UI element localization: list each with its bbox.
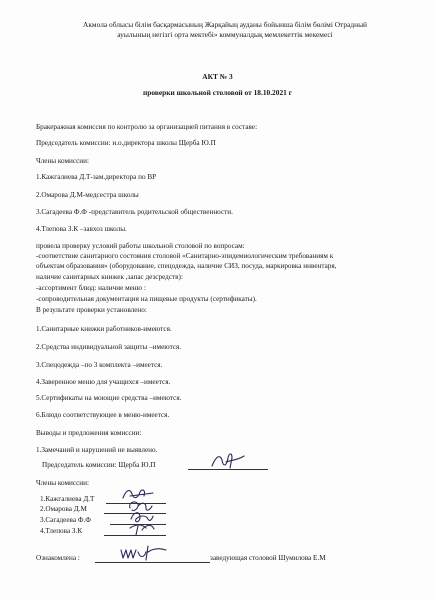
result-5: 5.Сертификаты на моющие средства –имеются. bbox=[36, 394, 182, 402]
member-2: 2.Омарова Д.М-медсестра школы bbox=[36, 191, 139, 199]
sign-members-label: Члены комиссии: bbox=[36, 479, 89, 487]
check-intro: провела проверку условий работы школьной столовой по вопросам: bbox=[36, 242, 245, 250]
check-line-1: -соответствие санитарного состояния столовой «Санитарно-эпидемиологическим требованиям к bbox=[36, 252, 334, 260]
commission-intro: Бракеражная комиссия по контролю за организацией питания в составе: bbox=[36, 123, 258, 131]
conclusion-1: 1.Замечаний и нарушений не выявлено. bbox=[36, 446, 158, 454]
check-line-2: объектам образования» (оборудование, спецодежда, наличие СИЗ, посуда, маркировка инвентаря, bbox=[36, 262, 337, 270]
sign-member-4-signature bbox=[126, 518, 158, 538]
header-line-2: ауылының негізгі орта мектебі» коммуналдық мемлекеттік мекемесі bbox=[117, 30, 333, 39]
header-line-1: Акмола облысы білім басқармасының Жарқайың ауданы бойынша білім бөлімі Отрадный bbox=[83, 20, 367, 29]
sign-member-4: 4.Тлепова З.К bbox=[40, 527, 83, 535]
sign-member-2: 2.Омарова Д.М bbox=[40, 505, 87, 513]
check-line-5: -сопроводительная документация на пищевые продукты (сертификаты). bbox=[36, 295, 257, 303]
act-title: проверки школьной столовой от 18.10.2021 г bbox=[142, 88, 293, 97]
act-number: АКТ № 3 bbox=[202, 72, 233, 81]
result-label: В результате проверки установлено: bbox=[36, 306, 147, 314]
result-2: 2.Средства индивидуальной защиты –имеются. bbox=[36, 343, 182, 351]
sign-member-1: 1.Кажгалиева Д.Т bbox=[40, 495, 95, 503]
member-1: 1.Кажгалиева Д.Т-зам.директора по ВР bbox=[36, 173, 157, 181]
familiarized-signature bbox=[118, 540, 170, 564]
sign-member-3: 3.Сагадеева Ф.Ф bbox=[40, 516, 91, 524]
familiarized-name: заведующая столовой Шумилова Е.М bbox=[210, 554, 326, 562]
result-6: 6.Блюдо соответствующее в меню-имеется. bbox=[36, 411, 170, 419]
sign-chairman: Председатель комиссии: Щерба Ю.П bbox=[42, 461, 156, 469]
result-4: 4.Заверенное меню для учащихся –имеется. bbox=[36, 378, 171, 386]
check-line-3: наличие санитарных книжек ,запас дезсредств): bbox=[36, 273, 183, 281]
member-3: 3.Сагадеева Ф.Ф -представитель родительской общественности. bbox=[36, 208, 233, 216]
familiarized-label: Ознакомлена : bbox=[36, 554, 80, 562]
check-line-4: -ассортимент блюд: наличие меню : bbox=[36, 284, 146, 292]
result-3: 3.Спецодежда –по 3 комплекта –имеется. bbox=[36, 361, 163, 369]
result-1: 1.Санитарные книжки работников-имеются. bbox=[36, 325, 172, 333]
member-4: 4.Тлепова З.К –завхоз школы. bbox=[36, 225, 127, 233]
chairman-signature bbox=[208, 450, 248, 472]
members-label: Члены комиссии: bbox=[36, 157, 89, 165]
chairman: Председатель комиссии: и.о.директора школы Щерба Ю.П bbox=[36, 139, 216, 147]
conclusions-label: Выводы и предложения комиссии: bbox=[36, 429, 142, 437]
